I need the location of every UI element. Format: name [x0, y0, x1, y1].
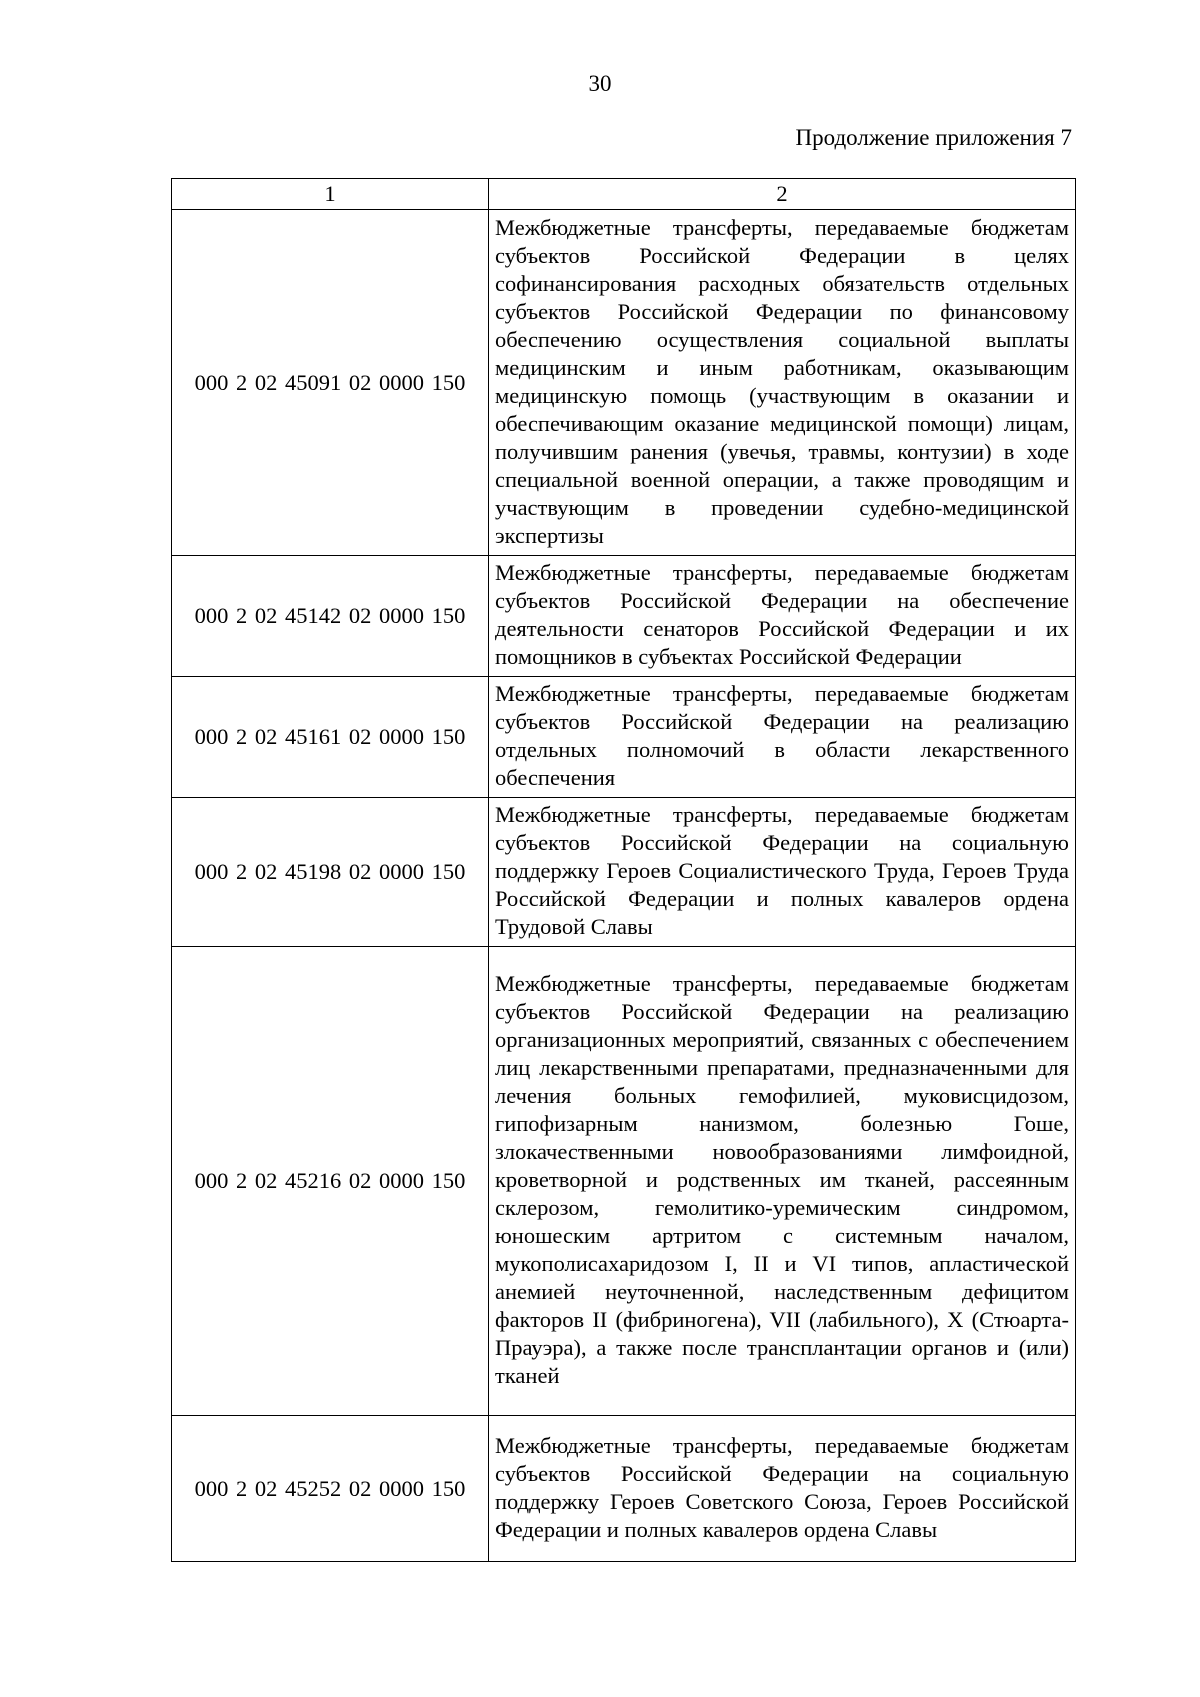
table-row — [172, 210, 1076, 556]
column-number-1: 1 — [172, 179, 489, 210]
table-row — [172, 677, 1076, 798]
budget-code: 000 2 02 45091 02 0000 150 — [172, 210, 489, 556]
appendix-continuation-note: Продолжение приложения 7 — [795, 125, 1072, 150]
table-row — [172, 556, 1076, 677]
column-number-2: 2 — [489, 179, 1076, 210]
budget-code: 000 2 02 45142 02 0000 150 — [172, 556, 489, 677]
budget-description: Межбюджетные трансферты, передаваемые бюджетам субъектов Российской Федерации на реализацию организационных мероприятий, связанных с обеспечением лиц лекарственными препаратами, предназначенными для лечения больных гемофилией, муковисцидозом, гипофизарным нанизмом, болезнью Гоше, злокачественными новообразованиями лимфоидной, кроветворной и родственных им тканей, рассеянным склерозом, гемолитико-уремическим синдромом, юношеским артритом с системным началом, мукополисахаридозом I, II и VI типов, апластической анемией неуточненной, наследственным дефицитом факторов II (фибриногена), VII (лабильного), X (Стюарта-Прауэра), а также после трансплантации органов и (или) тканей — [489, 947, 1076, 1416]
budget-description: Межбюджетные трансферты, передаваемые бюджетам субъектов Российской Федерации в целях софинансирования расходных обязательств отдельных субъектов Российской Федерации по финансовому обеспечению осуществления социальной выплаты медицинским и иным работникам, оказывающим медицинскую помощь (участвующим в оказании и обеспечивающим оказание медицинской помощи) лицам, получившим ранения (увечья, травмы, контузии) в ходе специальной военной операции, а также проводящим и участвующим в проведении судебно-медицинской экспертизы — [489, 210, 1076, 556]
table-row — [172, 947, 1076, 1416]
budget-code: 000 2 02 45198 02 0000 150 — [172, 798, 489, 947]
budget-description: Межбюджетные трансферты, передаваемые бюджетам субъектов Российской Федерации на реализацию отдельных полномочий в области лекарственного обеспечения — [489, 677, 1076, 798]
budget-description: Межбюджетные трансферты, передаваемые бюджетам субъектов Российской Федерации на социальную поддержку Героев Социалистического Труда, Героев Труда Российской Федерации и полных кавалеров ордена Трудовой Славы — [489, 798, 1076, 947]
budget-description: Межбюджетные трансферты, передаваемые бюджетам субъектов Российской Федерации на социальную поддержку Героев Советского Союза, Героев Российской Федерации и полных кавалеров ордена Славы — [489, 1416, 1076, 1562]
table-row — [172, 1416, 1076, 1562]
budget-code: 000 2 02 45161 02 0000 150 — [172, 677, 489, 798]
budget-codes-table — [171, 178, 1076, 1562]
page-number: 30 — [588, 71, 612, 96]
budget-code: 000 2 02 45252 02 0000 150 — [172, 1416, 489, 1562]
budget-description: Межбюджетные трансферты, передаваемые бюджетам субъектов Российской Федерации на обеспечение деятельности сенаторов Российской Федерации и их помощников в субъектах Российской Федерации — [489, 556, 1076, 677]
budget-code: 000 2 02 45216 02 0000 150 — [172, 947, 489, 1416]
table-header-row — [172, 179, 1076, 210]
table-row — [172, 798, 1076, 947]
